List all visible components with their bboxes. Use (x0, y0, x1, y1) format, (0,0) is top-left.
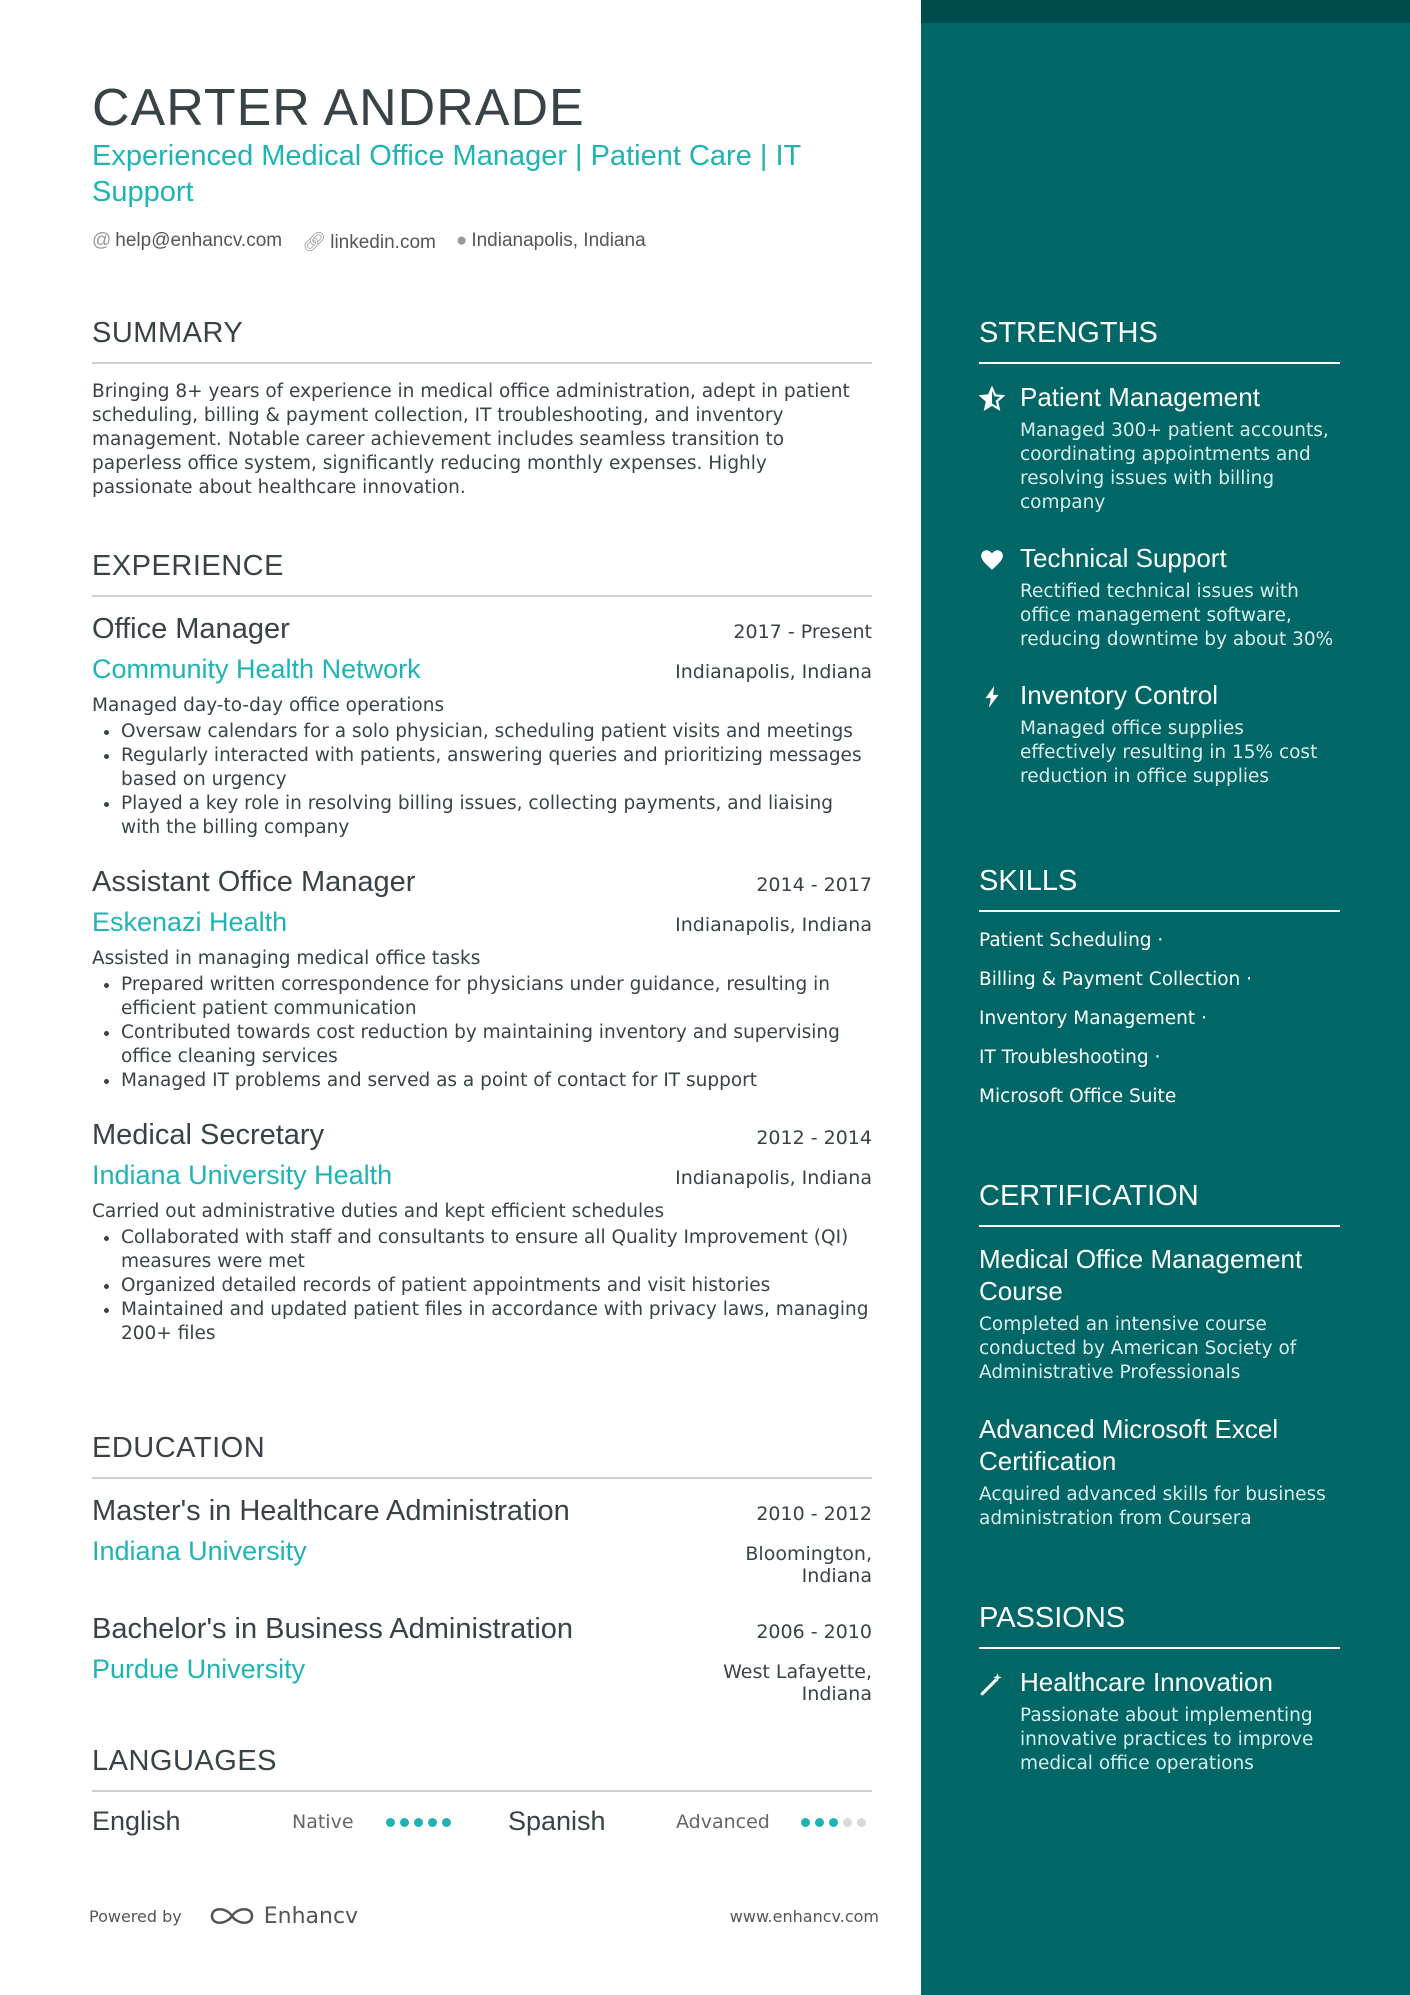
contact-bar (92, 230, 646, 254)
strength-item (979, 680, 1340, 789)
rating-dot-filled (414, 1818, 423, 1827)
job-dates: 2012 - 2014 (756, 1127, 872, 1149)
candidate-name: CARTER ANDRADE (92, 79, 585, 137)
strength-title: Technical Support (1020, 543, 1227, 573)
strength-desc: Managed 300+ patient accounts, coordinating appointments and resolving issues with billing company (1020, 420, 1329, 513)
section-title: CERTIFICATION (979, 1180, 1340, 1227)
section-title: EXPERIENCE (92, 550, 872, 597)
link-icon: 🔗︎ (302, 232, 327, 253)
education-entry (92, 1495, 872, 1587)
cert-title: Advanced Microsoft Excel Certification (979, 1414, 1279, 1476)
degree-school: Purdue University (92, 1654, 306, 1684)
summary-section (92, 317, 872, 500)
passions-section (979, 1602, 1340, 1776)
skills-section (979, 865, 1340, 1107)
strength-item (979, 382, 1340, 515)
job-location: Indianapolis, Indiana (675, 914, 872, 936)
skill-item: Microsoft Office Suite (979, 1086, 1177, 1107)
degree-location: West Lafayette, Indiana (723, 1661, 872, 1705)
rating-dot-empty (843, 1818, 852, 1827)
star-icon (979, 386, 1005, 412)
rating-dot-filled (829, 1818, 838, 1827)
job-desc: Carried out administrative duties and kept efficient schedules (92, 1201, 665, 1222)
brand-name: Enhancv (263, 1903, 359, 1929)
magic-wand-icon (979, 1671, 1005, 1697)
job-entry (92, 1119, 872, 1346)
language-rating (386, 1812, 508, 1831)
job-bullet: • Maintained and updated patient files in accordance with privacy laws, managing 200+ files (121, 1298, 872, 1346)
education-section (92, 1432, 872, 1705)
job-location: Indianapolis, Indiana (675, 661, 872, 683)
strength-title: Inventory Control (1020, 680, 1218, 710)
rating-dot-filled (400, 1818, 409, 1827)
job-bullet: • Oversaw calendars for a solo physician, scheduling patient visits and meetings (121, 720, 872, 744)
degree-location: Bloomington, Indiana (745, 1543, 872, 1587)
education-entry (92, 1613, 872, 1705)
job-company: Eskenazi Health (92, 907, 288, 937)
cert-desc: Completed an intensive course conducted by American Society of Administrative Professionals (979, 1314, 1297, 1383)
job-role: Medical Secretary (92, 1119, 325, 1151)
passion-title: Healthcare Innovation (1020, 1667, 1273, 1697)
passion-item (979, 1667, 1340, 1776)
job-location: Indianapolis, Indiana (675, 1167, 872, 1189)
section-title: LANGUAGES (92, 1745, 872, 1792)
job-entry (92, 613, 872, 840)
job-bullet: • Managed IT problems and served as a point of contact for IT support (121, 1069, 872, 1093)
rating-dot-filled (386, 1818, 395, 1827)
at-icon: @ (92, 230, 112, 251)
rating-dot-filled (442, 1818, 451, 1827)
strengths-section (979, 317, 1340, 789)
strength-item (979, 543, 1340, 652)
email-text: help@enhancv.com (115, 230, 283, 251)
degree-dates: 2010 - 2012 (756, 1503, 872, 1525)
skill-item: Billing & Payment Collection · (979, 969, 1253, 990)
languages-section (92, 1745, 872, 1837)
enhancv-logo-icon (208, 1903, 256, 1929)
brand-logo[interactable] (208, 1903, 358, 1929)
job-company: Community Health Network (92, 654, 421, 684)
rating-dot-filled (428, 1818, 437, 1827)
footer (89, 1903, 879, 1929)
certification-section (979, 1180, 1340, 1531)
job-desc: Managed day-to-day office operations (92, 695, 445, 716)
job-bullets (92, 973, 872, 1093)
language-name: Spanish (508, 1806, 606, 1836)
degree-title: Bachelor's in Business Administration (92, 1613, 574, 1645)
job-dates: 2017 - Present (733, 621, 872, 643)
summary-text: Bringing 8+ years of experience in medical office administration, adept in patient scheduling, billing & payment collection, IT troubleshooting, and inventory management. Notable career achievement includes seamless transition to paperless office system, significantly reducing monthly expenses. Highly passionate about healthcare innovation. (92, 381, 850, 498)
cert-title: Medical Office Management Course (979, 1244, 1303, 1306)
cert-desc: Acquired advanced skills for business administration from Coursera (979, 1484, 1326, 1529)
section-title: SUMMARY (92, 317, 872, 364)
heart-icon (979, 547, 1005, 573)
degree-dates: 2006 - 2010 (756, 1621, 872, 1643)
lightning-icon (979, 684, 1005, 710)
job-bullet: • Played a key role in resolving billing issues, collecting payments, and liaising with the billing company (121, 792, 872, 840)
language-level: Advanced (676, 1810, 770, 1833)
language-name: English (92, 1806, 181, 1836)
headline: Experienced Medical Office Manager | Patient Care | IT Support (92, 140, 801, 208)
rating-dot-empty (857, 1818, 866, 1827)
skill-item: IT Troubleshooting · (979, 1047, 1161, 1068)
degree-title: Master's in Healthcare Administration (92, 1495, 570, 1527)
job-bullet: • Prepared written correspondence for physicians under guidance, resulting in efficient patient communication (121, 973, 872, 1021)
sidebar (921, 0, 1410, 1995)
job-entry (92, 866, 872, 1093)
rating-dot-filled (815, 1818, 824, 1827)
job-bullet: • Organized detailed records of patient appointments and visit histories (121, 1274, 872, 1298)
email-contact[interactable] (92, 230, 282, 254)
degree-school: Indiana University (92, 1536, 307, 1566)
language-row (92, 1806, 872, 1837)
language-rating (801, 1812, 871, 1831)
job-bullet: • Collaborated with staff and consultants to ensure all Quality Improvement (QI) measures were met (121, 1226, 872, 1274)
skill-item: Patient Scheduling · (979, 930, 1164, 951)
linkedin-text: linkedin.com (330, 232, 436, 253)
footer-site-link[interactable]: www.enhancv.com (729, 1906, 879, 1926)
location-text: Indianapolis, Indiana (471, 230, 646, 251)
job-dates: 2014 - 2017 (756, 874, 872, 896)
job-bullet: • Regularly interacted with patients, answering queries and prioritizing messages based on urgency (121, 744, 872, 792)
location-pin-icon: ● (455, 230, 468, 251)
skill-item: Inventory Management · (979, 1008, 1207, 1029)
rating-dot-filled (801, 1818, 810, 1827)
strength-desc: Rectified technical issues with office management software, reducing downtime by about 30% (1020, 581, 1334, 650)
section-title: PASSIONS (979, 1602, 1340, 1649)
job-bullets (92, 720, 872, 840)
job-company: Indiana University Health (92, 1160, 393, 1190)
section-title: STRENGTHS (979, 317, 1340, 364)
powered-by-label: Powered by (89, 1906, 182, 1926)
strength-title: Patient Management (1020, 382, 1260, 412)
strength-desc: Managed office supplies effectively resulting in 15% cost reduction in office supplies (1020, 718, 1318, 787)
job-bullet: • Contributed towards cost reduction by maintaining inventory and supervising office cleaning services (121, 1021, 872, 1069)
job-role: Office Manager (92, 613, 290, 645)
section-title: SKILLS (979, 865, 1340, 912)
language-level: Native (292, 1810, 354, 1833)
location-contact (456, 230, 646, 254)
job-bullets (92, 1226, 872, 1346)
linkedin-contact[interactable] (302, 230, 436, 254)
section-title: EDUCATION (92, 1432, 872, 1479)
experience-section (92, 550, 872, 1346)
passion-desc: Passionate about implementing innovative practices to improve medical office operations (1020, 1705, 1314, 1774)
job-role: Assistant Office Manager (92, 866, 416, 898)
job-desc: Assisted in managing medical office tasks (92, 948, 481, 969)
